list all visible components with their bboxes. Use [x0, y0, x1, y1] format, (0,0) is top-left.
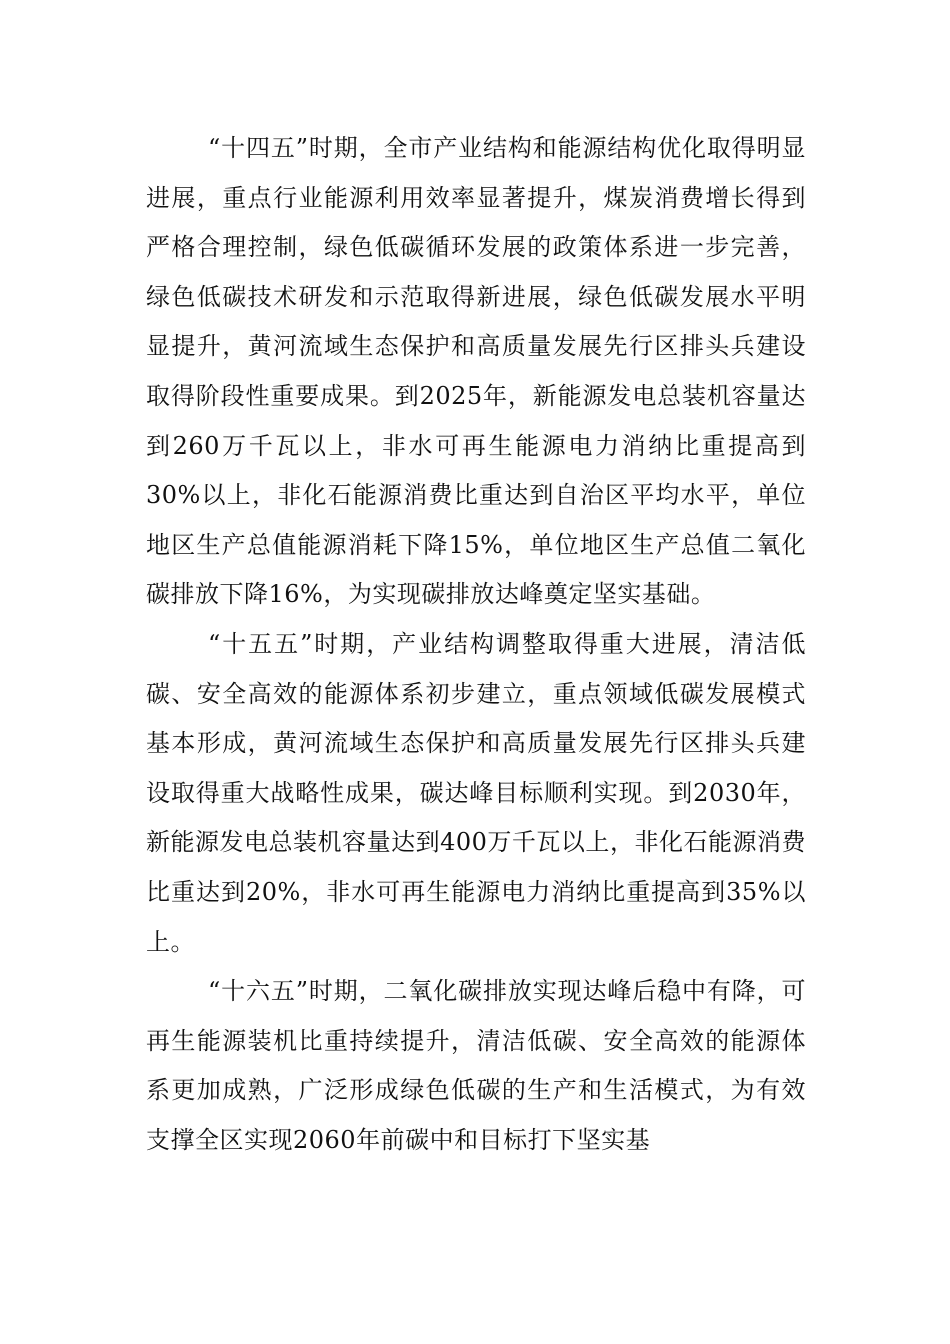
document-body [146, 124, 806, 1165]
paragraph-16th-five-year-plan: “十六五”时期，二氧化碳排放实现达峰后稳中有降，可再生能源装机比重持续提升，清洁低碳、安全高效的能源体系更加成熟，广泛形成绿色低碳的生产和生活模式，为有效支撑全区实现2060年前碳中和目标打下坚实基 [146, 977, 806, 1154]
paragraph-14th-five-year-plan: “十四五”时期，全市产业结构和能源结构优化取得明显进展，重点行业能源利用效率显著提升，煤炭消费增长得到严格合理控制，绿色低碳循环发展的政策体系进一步完善，绿色低碳技术研发和示范取得新进展，绿色低碳发展水平明显提升，黄河流域生态保护和高质量发展先行区排头兵建设取得阶段性重要成果。到2025年，新能源发电总装机容量达到260万千瓦以上，非水可再生能源电力消纳比重提高到30%以上，非化石能源消费比重达到自治区平均水平，单位地区生产总值能源消耗下降15%，单位地区生产总值二氧化碳排放下降16%，为实现碳排放达峰奠定坚实基础。 [146, 134, 806, 609]
paragraph-15th-five-year-plan: “十五五”时期，产业结构调整取得重大进展，清洁低碳、安全高效的能源体系初步建立，重点领域低碳发展模式基本形成，黄河流域生态保护和高质量发展先行区排头兵建设取得重大战略性成果，碳达峰目标顺利实现。到2030年，新能源发电总装机容量达到400万千瓦以上，非化石能源消费比重达到20%，非水可再生能源电力消纳比重提高到35%以上。 [146, 629, 806, 956]
